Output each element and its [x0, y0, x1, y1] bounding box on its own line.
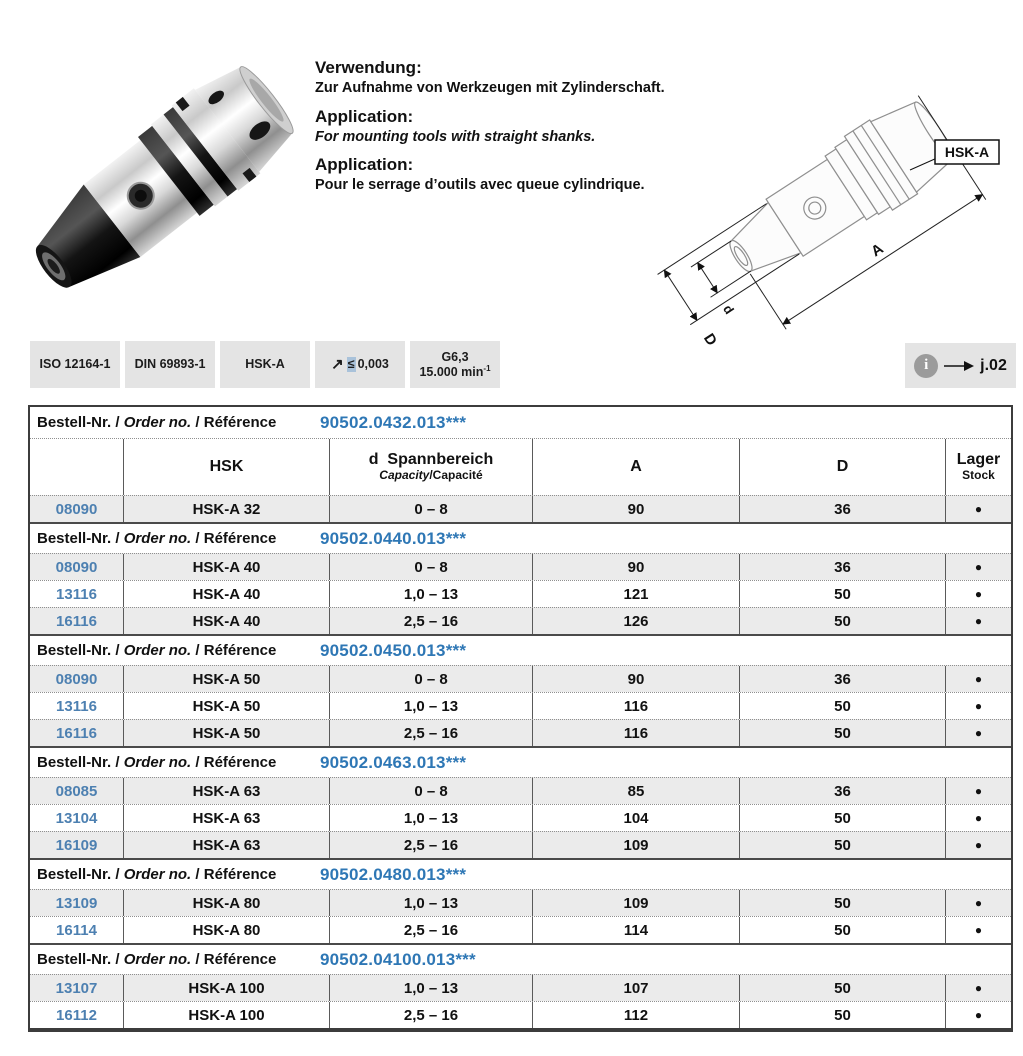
stock-cell: ●: [945, 890, 1011, 916]
a-cell: 90: [532, 554, 739, 580]
table-row: [30, 495, 1011, 522]
table-row: [30, 916, 1011, 943]
order-no-label: Bestell-Nr. / Order no. / Référence: [37, 866, 277, 883]
section-header-row: [30, 943, 1011, 974]
hsk-cell: HSK-A 100: [123, 975, 329, 1001]
drill-chuck-photo-illustration: [14, 28, 314, 323]
table-row: [30, 665, 1011, 692]
order-ref: 90502.0480.013***: [320, 864, 467, 884]
hsk-cell: HSK-A 50: [123, 720, 329, 746]
a-cell: 126: [532, 608, 739, 634]
usage-body-de: Zur Aufnahme von Werkzeugen mit Zylinderschaft.: [315, 80, 665, 96]
hsk-cell: HSK-A 63: [123, 832, 329, 858]
a-cell: 90: [532, 496, 739, 522]
section-header-row: [30, 858, 1011, 889]
a-cell: 109: [532, 890, 739, 916]
capacity-cell: 1,0 – 13: [329, 975, 532, 1001]
d-cell: 50: [739, 1002, 945, 1028]
a-cell: 90: [532, 666, 739, 692]
stock-cell: ●: [945, 778, 1011, 804]
capacity-cell: 0 – 8: [329, 778, 532, 804]
hsk-header-cell: HSK: [123, 439, 329, 495]
section-header-row: [30, 634, 1011, 665]
hsk-cell: HSK-A 40: [123, 608, 329, 634]
order-id-cell: 16114: [56, 921, 97, 939]
capacity-cell: 0 – 8: [329, 496, 532, 522]
badge-din: [125, 341, 215, 388]
page-reference-label: j.02: [980, 356, 1007, 374]
a-header-cell: A: [532, 439, 739, 495]
order-no-label: Bestell-Nr. / Order no. / Référence: [37, 754, 277, 771]
order-id-cell: 16116: [56, 612, 97, 630]
stock-cell: ●: [945, 693, 1011, 719]
capacity-cell: 1,0 – 13: [329, 693, 532, 719]
stock-cell: ●: [945, 917, 1011, 943]
capacity-header-cell: d Spannbereich Capacity/Capacité: [329, 439, 532, 495]
order-id-cell: 08090: [55, 500, 98, 518]
a-cell: 114: [532, 917, 739, 943]
usage-title-en: Application:: [315, 106, 414, 126]
d-header-cell: D: [739, 439, 945, 495]
order-ref: 90502.04100.013***: [320, 949, 476, 969]
order-id-cell: 13104: [55, 809, 98, 827]
product-photo: [14, 28, 314, 323]
table-row: [30, 580, 1011, 607]
order-id-cell: 13116: [56, 697, 97, 715]
badge-runout: [315, 341, 405, 388]
stock-cell: ●: [945, 1002, 1011, 1028]
a-cell: 121: [532, 581, 739, 607]
order-id-cell: 13116: [56, 585, 97, 603]
capacity-cell: 1,0 – 13: [329, 805, 532, 831]
order-id-cell: 13109: [55, 894, 98, 912]
badge-iso: [30, 341, 120, 388]
table-row: [30, 692, 1011, 719]
stock-cell: ●: [945, 666, 1011, 692]
runout-value: 0,003: [357, 357, 389, 372]
capacity-cell: 2,5 – 16: [329, 608, 532, 634]
a-cell: 112: [532, 1002, 739, 1028]
table-row: [30, 889, 1011, 916]
technical-drawing: [685, 38, 1020, 349]
section-header-row: [30, 407, 1011, 438]
dimension-drawing: [685, 38, 1020, 349]
table-row: [30, 831, 1011, 858]
usage-text-block: [315, 58, 665, 195]
hsk-cell: HSK-A 80: [123, 890, 329, 916]
stock-cell: ●: [945, 608, 1011, 634]
d-cell: 36: [739, 778, 945, 804]
column-header-row: [30, 438, 1011, 495]
badge-din-label: DIN 69893-1: [134, 357, 206, 372]
balance-grade: G6,3 15.000 $\min^{-1}$: [419, 349, 491, 380]
order-ref: 90502.0450.013***: [320, 640, 467, 660]
d-cell: 50: [739, 917, 945, 943]
dim-label-A: A: [868, 240, 887, 261]
badge-balance: [410, 341, 500, 388]
a-cell: 109: [532, 832, 739, 858]
section-header-row: [30, 522, 1011, 553]
capacity-cell: 1,0 – 13: [329, 581, 532, 607]
capacity-cell: 2,5 – 16: [329, 917, 532, 943]
order-ref: 90502.0463.013***: [320, 752, 467, 772]
d-cell: 36: [739, 496, 945, 522]
hsk-cell: HSK-A 63: [123, 778, 329, 804]
stock-header-cell: Lager Stock: [945, 439, 1011, 495]
capacity-cell: 2,5 – 16: [329, 1002, 532, 1028]
badge-hsk: [220, 341, 310, 388]
d-cell: 36: [739, 666, 945, 692]
hsk-cell: HSK-A 100: [123, 1002, 329, 1028]
hsk-cell: HSK-A 50: [123, 666, 329, 692]
capacity-cell: 0 – 8: [329, 666, 532, 692]
table-row: [30, 804, 1011, 831]
hsk-cell: HSK-A 80: [123, 917, 329, 943]
table-row: [30, 777, 1011, 804]
usage-title-de: Verwendung:: [315, 58, 422, 77]
page-reference-badge: [905, 343, 1016, 388]
capacity-cell: 2,5 – 16: [329, 832, 532, 858]
badge-hsk-label: HSK-A: [245, 357, 285, 372]
stock-cell: ●: [945, 975, 1011, 1001]
order-id-cell: 08090: [55, 670, 98, 688]
dim-label-d: d: [720, 301, 738, 317]
order-id-cell: 08085: [55, 782, 98, 800]
order-id-cell: 13107: [55, 979, 98, 997]
table-row: [30, 719, 1011, 746]
hsk-cell: HSK-A 40: [123, 554, 329, 580]
a-cell: 116: [532, 720, 739, 746]
norm-badge-row: [30, 341, 500, 388]
stock-cell: ●: [945, 496, 1011, 522]
usage-body-fr: Pour le serrage d’outils avec queue cylindrique.: [315, 177, 645, 194]
order-no-label: Bestell-Nr. / Order no. / Référence: [37, 414, 277, 431]
hsk-cell: HSK-A 50: [123, 693, 329, 719]
table-row: [30, 553, 1011, 580]
empty-header-cell: [30, 439, 123, 495]
dim-label-D: D: [700, 330, 721, 349]
less-equal-symbol: ≤: [347, 357, 355, 372]
hsk-cell: HSK-A 40: [123, 581, 329, 607]
stock-cell: ●: [945, 554, 1011, 580]
order-id-cell: 08090: [55, 558, 98, 576]
hsk-cell: HSK-A 63: [123, 805, 329, 831]
d-cell: 50: [739, 805, 945, 831]
order-id-cell: 16109: [55, 836, 98, 854]
stock-cell: ●: [945, 805, 1011, 831]
d-cell: 50: [739, 693, 945, 719]
table-row: [30, 974, 1011, 1001]
order-ref: 90502.0432.013***: [320, 412, 467, 432]
info-icon: i: [914, 354, 938, 378]
d-cell: 36: [739, 554, 945, 580]
spec-table: [28, 405, 1013, 1032]
stock-cell: ●: [945, 581, 1011, 607]
order-no-label: Bestell-Nr. / Order no. / Référence: [37, 642, 277, 659]
a-cell: 104: [532, 805, 739, 831]
arrow-right-icon: [944, 360, 974, 372]
stock-cell: ●: [945, 720, 1011, 746]
stock-cell: ●: [945, 832, 1011, 858]
table-row: [30, 607, 1011, 634]
badge-iso-label: ISO 12164-1: [39, 357, 111, 372]
usage-body-en: For mounting tools with straight shanks.: [315, 128, 596, 145]
table-row: [30, 1001, 1011, 1028]
capacity-cell: 1,0 – 13: [329, 890, 532, 916]
order-no-label: Bestell-Nr. / Order no. / Référence: [37, 530, 277, 547]
drawing-hsk-label: HSK-A: [944, 144, 990, 160]
order-ref: 90502.0440.013***: [320, 528, 467, 548]
order-id-cell: 16116: [56, 724, 97, 742]
d-cell: 50: [739, 890, 945, 916]
usage-title-fr: Application:: [315, 155, 414, 175]
d-cell: 50: [739, 608, 945, 634]
d-cell: 50: [739, 581, 945, 607]
hsk-cell: HSK-A 32: [123, 496, 329, 522]
capacity-cell: 2,5 – 16: [329, 720, 532, 746]
section-header-row: [30, 746, 1011, 777]
d-cell: 50: [739, 832, 945, 858]
order-no-label: Bestell-Nr. / Order no. / Référence: [37, 951, 277, 968]
a-cell: 116: [532, 693, 739, 719]
capacity-cell: 0 – 8: [329, 554, 532, 580]
a-cell: 107: [532, 975, 739, 1001]
d-cell: 50: [739, 720, 945, 746]
order-id-cell: 16112: [56, 1006, 97, 1024]
d-cell: 50: [739, 975, 945, 1001]
a-cell: 85: [532, 778, 739, 804]
runout-arrow-icon: ↗: [331, 355, 344, 373]
